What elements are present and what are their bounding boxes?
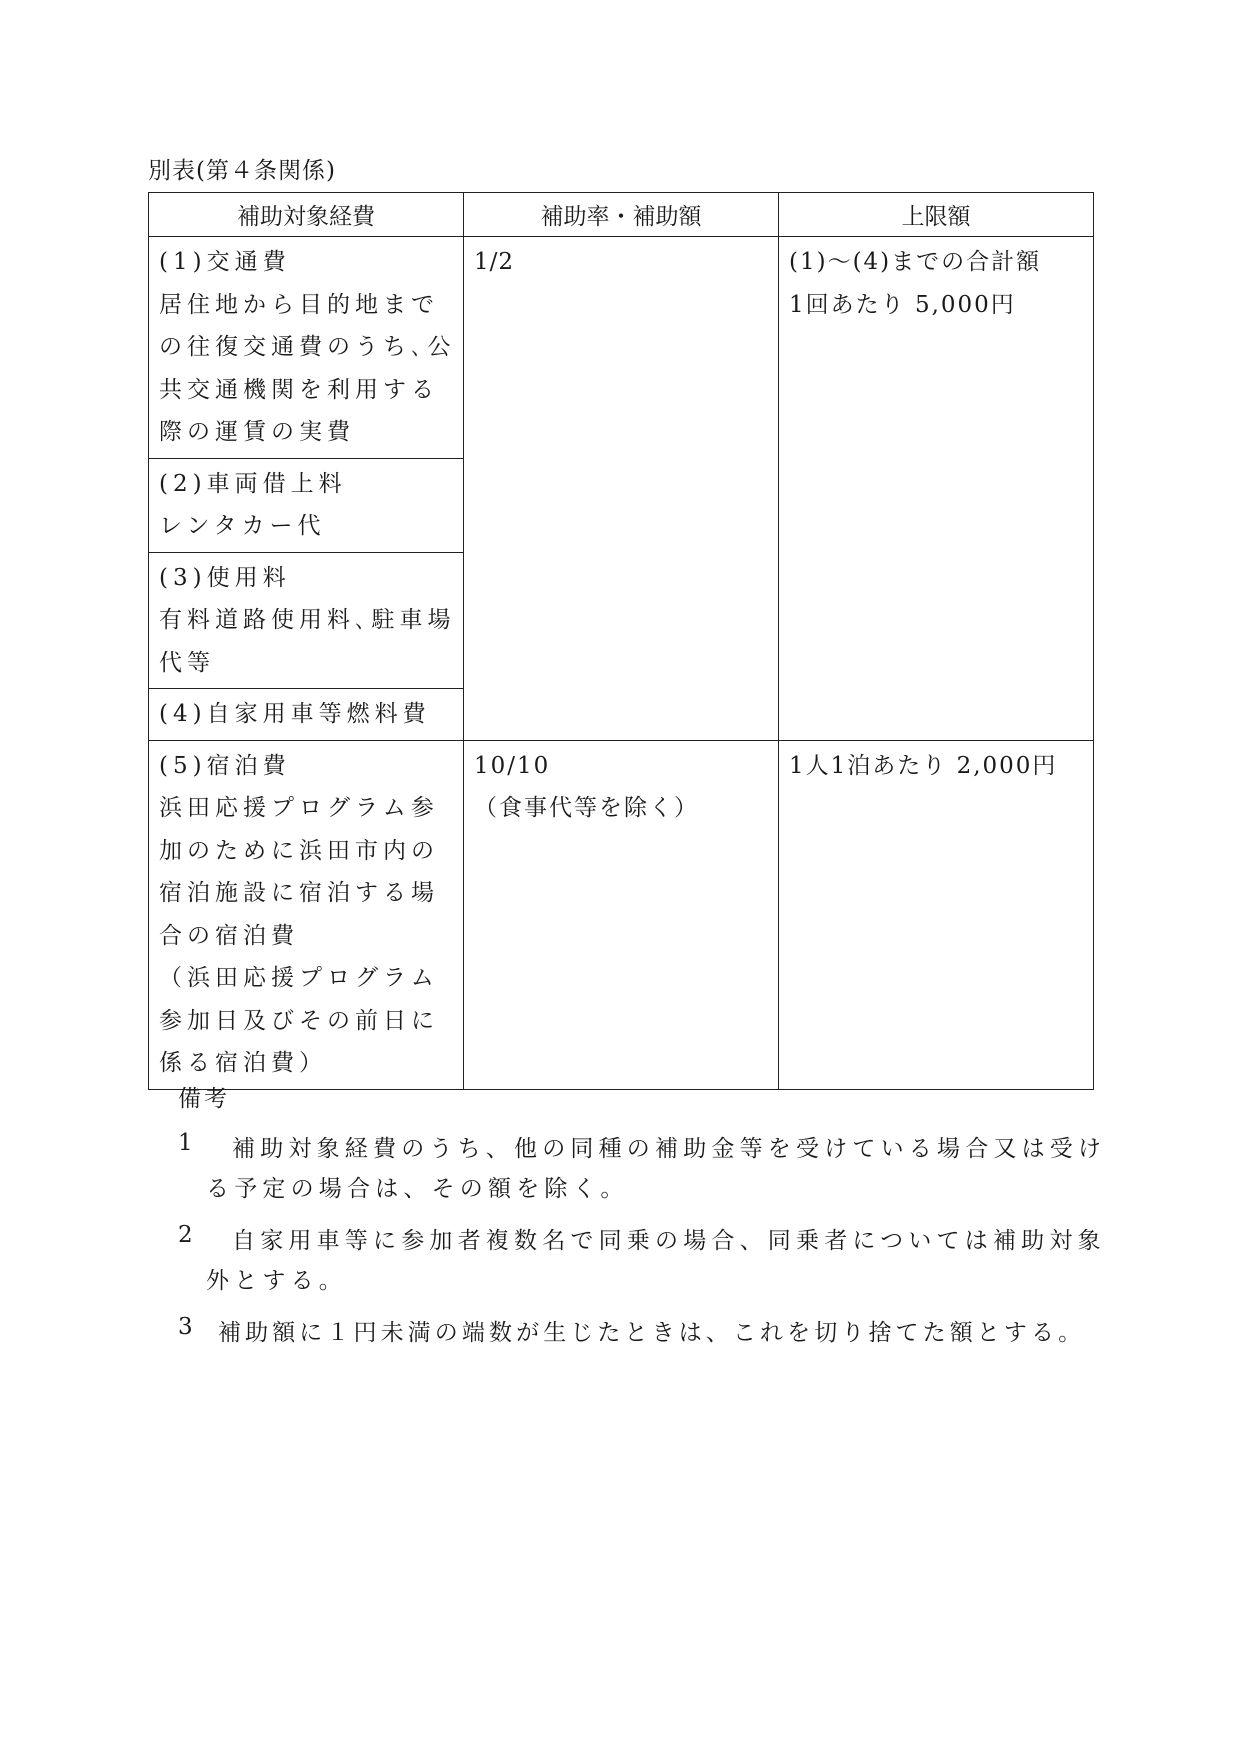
expense-cell-vehicle [149, 458, 464, 552]
note-number: 2 [178, 1222, 193, 1248]
expense-title: (3)使用料 [159, 564, 291, 591]
header-expense: 補助対象経費 [149, 193, 464, 237]
expense-desc-line: 共交通機関を利用する [159, 376, 439, 403]
expense-desc-line: 宿泊施設に宿泊する場 [159, 880, 439, 906]
note-number: 3 [178, 1314, 193, 1340]
limit-cell-1-4 [779, 237, 1094, 741]
expense-cell-transport [149, 237, 464, 459]
expense-cell-usage-fee [149, 552, 464, 689]
expense-desc-line: の往復交通費のうち､公 [159, 334, 456, 360]
expense-desc-line: 居住地から目的地まで [159, 291, 439, 318]
table-row [149, 740, 1094, 1089]
note-text: 自家用車等に参加者複数名で同乗の場合、同乗者については補助対象 [232, 1228, 1106, 1254]
rate-cell-5 [464, 740, 779, 1089]
table-header-row [149, 193, 1094, 237]
note-text-cont: る予定の場合は、その額を除く。 [206, 1176, 629, 1202]
expense-desc-line: 加のために浜田市内の [159, 837, 439, 864]
note-text: 補助対象経費のうち、他の同種の補助金等を受けている場合又は受け [232, 1136, 1107, 1162]
note-number: 1 [178, 1130, 193, 1156]
expense-title: (1)交通費 [159, 249, 291, 275]
rate-value: 10/10 [474, 752, 551, 779]
subsidy-table [148, 192, 1094, 1090]
expense-desc-line: 参加日及びその前日に [159, 1007, 439, 1034]
limit-line: 1回あたり 5,000円 [789, 291, 1016, 318]
expense-cell-accommodation [149, 740, 464, 1089]
note-text-cont: 外とする。 [206, 1268, 347, 1294]
expense-desc-line: 代等 [159, 649, 215, 676]
table-caption: 別表(第４条関係) [148, 158, 336, 184]
expense-desc-line: 合の宿泊費 [159, 922, 299, 949]
expense-title: (4)自家用車等燃料費 [159, 701, 431, 727]
limit-cell-5 [779, 740, 1094, 1089]
rate-value: 1/2 [474, 249, 515, 275]
note-text: 補助額に１円未満の端数が生じたときは、これを切り捨てた額とする。 [218, 1320, 1086, 1346]
header-limit: 上限額 [779, 193, 1094, 237]
expense-desc-line: レンタカー代 [159, 513, 326, 539]
rate-cell-1-4 [464, 237, 779, 741]
expense-cell-fuel [149, 689, 464, 741]
header-rate: 補助率・補助額 [464, 193, 779, 237]
expense-desc-line: 有料道路使用料､駐車場 [159, 607, 456, 633]
expense-title: (2)車両借上料 [159, 470, 347, 497]
expense-desc-line: （浜田応援プログラム [159, 965, 439, 991]
expense-desc-line: 浜田応援プログラム参 [159, 795, 439, 821]
expense-title: (5)宿泊費 [159, 752, 291, 779]
expense-desc-line: 係る宿泊費） [159, 1050, 327, 1076]
expense-desc-line: 際の運賃の実費 [159, 419, 355, 445]
table-row [149, 237, 1094, 459]
limit-line: 1人1泊あたり 2,000円 [789, 752, 1058, 779]
remarks-title: 備考 [178, 1086, 230, 1112]
limit-line: (1)～(4)までの合計額 [789, 249, 1042, 275]
rate-note: （食事代等を除く） [474, 795, 699, 821]
